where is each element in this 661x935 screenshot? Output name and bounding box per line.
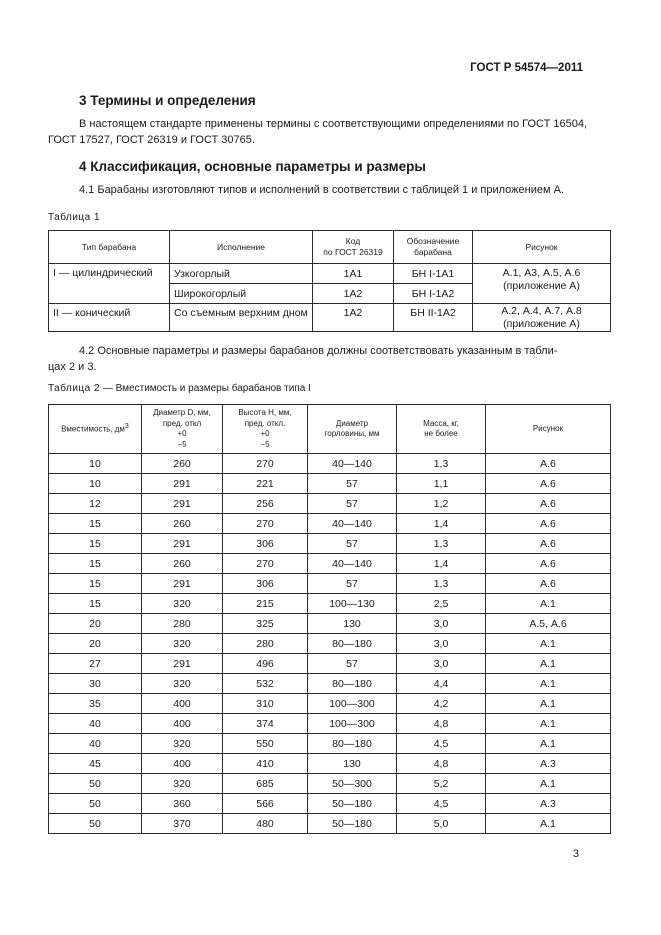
table-2-cell-capacity: 10 — [49, 474, 142, 494]
table-2-cell-height: 550 — [223, 734, 308, 754]
section-4-title: 4 Классификация, основные параметры и размеры — [79, 159, 426, 174]
table-2-cell-figure: А.1 — [486, 774, 611, 794]
table-2 — [48, 404, 611, 834]
table-2-cell-diameter: 260 — [142, 454, 223, 474]
table-2-cell-mass: 1,3 — [397, 574, 486, 594]
paragraph-4-2-line1: 4.2 Основные параметры и размеры барабанов должны соответствовать указанным в табли- — [79, 345, 558, 357]
table-2-cell-height: 280 — [223, 634, 308, 654]
table-2-cell-neck-diameter: 57 — [308, 654, 397, 674]
table-row — [49, 634, 611, 654]
table-1-cell-code: 1А1 — [313, 264, 394, 284]
table-row — [49, 494, 611, 514]
table-2-cell-diameter: 320 — [142, 734, 223, 754]
table-2-cell-diameter: 291 — [142, 474, 223, 494]
table-1-header-type: Тип барабана — [49, 231, 170, 264]
table-2-cell-neck-diameter: 50—180 — [308, 794, 397, 814]
table-2-cell-capacity: 40 — [49, 734, 142, 754]
table-2-cell-neck-diameter: 40—140 — [308, 454, 397, 474]
table-2-cell-diameter: 400 — [142, 694, 223, 714]
table-2-cell-figure: А.1 — [486, 694, 611, 714]
table-2-cell-figure: А.6 — [486, 494, 611, 514]
table-2-cell-mass: 4,4 — [397, 674, 486, 694]
table-2-header-mass: Масса, кг, не более — [397, 405, 486, 454]
table-2-cell-capacity: 15 — [49, 594, 142, 614]
paragraph-4-1: 4.1 Барабаны изготовляют типов и исполнений в соответствии с таблицей 1 и приложением А. — [79, 184, 564, 196]
table-2-header-diameter: Диаметр D, мм, пред. откл +0 −5 — [142, 405, 223, 454]
table-2-cell-diameter: 360 — [142, 794, 223, 814]
table-1-header-row — [49, 231, 611, 264]
table-2-cell-neck-diameter: 80—180 — [308, 734, 397, 754]
table-2-cell-height: 496 — [223, 654, 308, 674]
table-2-cell-capacity: 20 — [49, 634, 142, 654]
table-2-cell-height: 410 — [223, 754, 308, 774]
table-row — [49, 534, 611, 554]
table-2-cell-figure: А.1 — [486, 634, 611, 654]
table-2-cell-capacity: 30 — [49, 674, 142, 694]
table-1-header-code: Код по ГОСТ 26319 — [313, 231, 394, 264]
table-2-cell-mass: 5,2 — [397, 774, 486, 794]
table-2-cell-mass: 1,2 — [397, 494, 486, 514]
table-2-cell-figure: А.5, А.6 — [486, 614, 611, 634]
table-2-cell-height: 306 — [223, 534, 308, 554]
table-2-cell-capacity: 50 — [49, 794, 142, 814]
table-1-cell-variant: Широкогорлый — [170, 284, 313, 304]
table-2-cell-figure: А.1 — [486, 674, 611, 694]
table-2-cell-mass: 2,5 — [397, 594, 486, 614]
document-id: ГОСТ Р 54574—2011 — [470, 62, 583, 74]
table-2-cell-mass: 4,8 — [397, 754, 486, 774]
table-2-cell-capacity: 10 — [49, 454, 142, 474]
table-2-cell-figure: А.1 — [486, 814, 611, 834]
table-1-cell-designation: БН I-1А2 — [394, 284, 473, 304]
table-row — [49, 694, 611, 714]
table-2-cell-diameter: 370 — [142, 814, 223, 834]
table-2-cell-height: 215 — [223, 594, 308, 614]
table-2-cell-height: 566 — [223, 794, 308, 814]
table-row — [49, 304, 611, 332]
table-2-body — [49, 454, 611, 834]
table-1-cell-figure: А.1, А3, А.5, А.6 (приложение А) — [473, 264, 611, 304]
table-row — [49, 674, 611, 694]
table-2-cell-mass: 3,0 — [397, 634, 486, 654]
table-2-cell-capacity: 35 — [49, 694, 142, 714]
table-1-cell-designation: БН II-1А2 — [394, 304, 473, 332]
table-row — [49, 774, 611, 794]
table-2-cell-neck-diameter: 130 — [308, 754, 397, 774]
table-2-cell-diameter: 400 — [142, 714, 223, 734]
table-2-cell-neck-diameter: 100—130 — [308, 594, 397, 614]
section-3-text-line2: ГОСТ 17527, ГОСТ 26319 и ГОСТ 30765. — [48, 134, 255, 146]
table-2-cell-capacity: 50 — [49, 814, 142, 834]
table-2-cell-mass: 4,5 — [397, 794, 486, 814]
table-1-cell-variant: Узкогорлый — [170, 264, 313, 284]
table-row — [49, 794, 611, 814]
table-row — [49, 734, 611, 754]
table-row — [49, 554, 611, 574]
paragraph-4-2-line2: цах 2 и 3. — [48, 361, 97, 373]
table-2-cell-height: 685 — [223, 774, 308, 794]
table-2-cell-figure: А.6 — [486, 534, 611, 554]
table-2-cell-neck-diameter: 130 — [308, 614, 397, 634]
table-1-cell-type: II — конический — [49, 304, 170, 332]
table-2-cell-diameter: 291 — [142, 654, 223, 674]
table-2-cell-height: 306 — [223, 574, 308, 594]
table-2-cell-diameter: 320 — [142, 774, 223, 794]
table-2-cell-mass: 4,8 — [397, 714, 486, 734]
table-2-cell-neck-diameter: 57 — [308, 574, 397, 594]
table-1-cell-variant: Со съемным верхним дном — [170, 304, 313, 332]
table-2-cell-mass: 1,3 — [397, 534, 486, 554]
table-2-cell-height: 270 — [223, 454, 308, 474]
table-2-cell-mass: 1,1 — [397, 474, 486, 494]
table-row — [49, 264, 611, 284]
table-2-cell-mass: 1,3 — [397, 454, 486, 474]
table-2-cell-mass: 1,4 — [397, 514, 486, 534]
table-2-header-height: Высота H, мм, пред. откл. +0 −5 — [223, 405, 308, 454]
table-2-cell-height: 270 — [223, 554, 308, 574]
table-2-cell-figure: А.6 — [486, 454, 611, 474]
table-1-cell-figure: А.2, А.4, А.7, А.8 (приложение А) — [473, 304, 611, 332]
table-row — [49, 594, 611, 614]
table-2-cell-mass: 4,5 — [397, 734, 486, 754]
table-row — [49, 754, 611, 774]
table-row — [49, 474, 611, 494]
table-2-cell-figure: А.6 — [486, 474, 611, 494]
table-2-cell-height: 532 — [223, 674, 308, 694]
table-2-cell-height: 310 — [223, 694, 308, 714]
table-2-header-capacity: Вместимость, $дм^3$ — [49, 405, 142, 454]
table-2-cell-diameter: 260 — [142, 514, 223, 534]
table-1-header-figure: Рисунок — [473, 231, 611, 264]
table-1-header-designation: Обозначение барабана — [394, 231, 473, 264]
table-2-cell-diameter: 320 — [142, 674, 223, 694]
table-2-cell-neck-diameter: 57 — [308, 534, 397, 554]
table-2-cell-diameter: 260 — [142, 554, 223, 574]
table-2-cell-capacity: 12 — [49, 494, 142, 514]
section-3-text-line1: В настоящем стандарте применены термины с соответствующими определениями по ГОСТ 16504, — [79, 118, 588, 130]
table-2-cell-mass: 3,0 — [397, 654, 486, 674]
table-1-caption: Таблица 1 — [48, 212, 101, 223]
table-2-cell-height: 480 — [223, 814, 308, 834]
table-2-cell-diameter: 320 — [142, 634, 223, 654]
table-2-cell-capacity: 40 — [49, 714, 142, 734]
table-2-cell-height: 256 — [223, 494, 308, 514]
section-3-title: 3 Термины и определения — [79, 93, 256, 108]
table-2-cell-figure: А.1 — [486, 654, 611, 674]
table-2-cell-neck-diameter: 100—300 — [308, 694, 397, 714]
table-1-cell-designation: БН I-1А1 — [394, 264, 473, 284]
table-2-cell-diameter: 320 — [142, 594, 223, 614]
table-1 — [48, 230, 611, 332]
table-2-cell-neck-diameter: 40—140 — [308, 514, 397, 534]
table-2-cell-figure: А.1 — [486, 594, 611, 614]
table-2-cell-capacity: 15 — [49, 514, 142, 534]
table-2-cell-neck-diameter: 50—300 — [308, 774, 397, 794]
table-2-header-row — [49, 405, 611, 454]
table-2-cell-neck-diameter: 57 — [308, 474, 397, 494]
table-1-header-variant: Исполнение — [170, 231, 313, 264]
table-1-cell-code: 1А2 — [313, 304, 394, 332]
table-2-cell-capacity: 15 — [49, 574, 142, 594]
table-2-cell-figure: А.6 — [486, 514, 611, 534]
table-2-header-neck: Диаметр горловины, мм — [308, 405, 397, 454]
table-2-cell-diameter: 280 — [142, 614, 223, 634]
table-2-cell-neck-diameter: 50—180 — [308, 814, 397, 834]
table-2-cell-capacity: 15 — [49, 554, 142, 574]
table-2-cell-height: 270 — [223, 514, 308, 534]
table-row — [49, 454, 611, 474]
table-2-header-figure: Рисунок — [486, 405, 611, 454]
table-2-cell-height: 221 — [223, 474, 308, 494]
table-2-cell-capacity: 45 — [49, 754, 142, 774]
table-1-cell-code: 1А2 — [313, 284, 394, 304]
table-2-cell-capacity: 27 — [49, 654, 142, 674]
table-1-cell-type: I — цилиндрический — [49, 264, 170, 304]
table-2-cell-mass: 5,0 — [397, 814, 486, 834]
table-2-cell-diameter: 291 — [142, 494, 223, 514]
table-2-cell-neck-diameter: 100—300 — [308, 714, 397, 734]
table-row — [49, 574, 611, 594]
page-number: 3 — [572, 848, 579, 860]
table-2-cell-capacity: 50 — [49, 774, 142, 794]
table-row — [49, 514, 611, 534]
table-2-cell-figure: А.3 — [486, 754, 611, 774]
table-row — [49, 654, 611, 674]
table-2-cell-diameter: 291 — [142, 534, 223, 554]
table-2-cell-mass: 4,2 — [397, 694, 486, 714]
table-2-cell-neck-diameter: 57 — [308, 494, 397, 514]
table-2-cell-neck-diameter: 40—140 — [308, 554, 397, 574]
table-2-cell-diameter: 400 — [142, 754, 223, 774]
table-2-cell-capacity: 20 — [49, 614, 142, 634]
table-2-cell-figure: А.3 — [486, 794, 611, 814]
table-2-cell-mass: 3,0 — [397, 614, 486, 634]
table-2-cell-figure: А.6 — [486, 574, 611, 594]
table-2-cell-neck-diameter: 80—180 — [308, 674, 397, 694]
table-2-cell-mass: 1,4 — [397, 554, 486, 574]
table-2-cell-figure: А.6 — [486, 554, 611, 574]
table-2-caption: Таблица 2 — Вместимость и размеры барабанов типа I — [48, 383, 311, 394]
table-row — [49, 614, 611, 634]
table-2-cell-height: 374 — [223, 714, 308, 734]
table-2-cell-figure: А.1 — [486, 714, 611, 734]
table-2-cell-height: 325 — [223, 614, 308, 634]
table-2-cell-figure: А.1 — [486, 734, 611, 754]
table-2-cell-capacity: 15 — [49, 534, 142, 554]
table-2-cell-diameter: 291 — [142, 574, 223, 594]
table-row — [49, 814, 611, 834]
table-2-cell-neck-diameter: 80—180 — [308, 634, 397, 654]
table-row — [49, 714, 611, 734]
